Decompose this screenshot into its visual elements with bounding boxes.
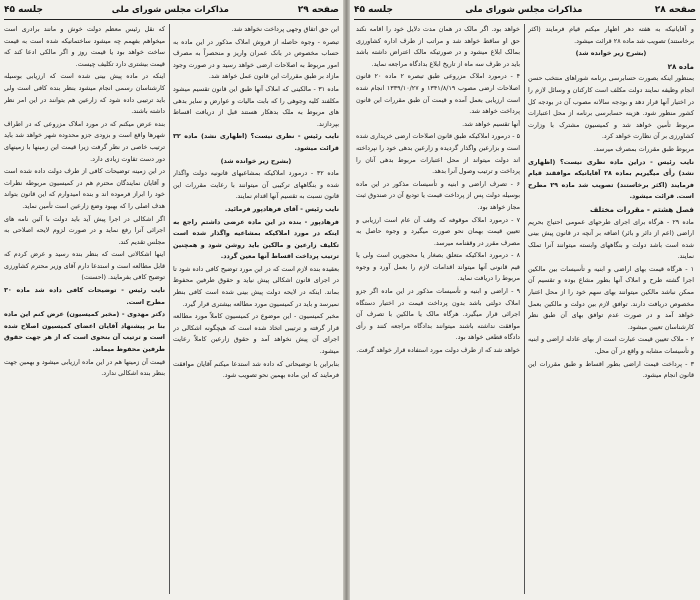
column-divider <box>169 24 170 594</box>
speaker-line: نایب رئیس - توضیحات کافی داده شد ماده ۳۰ مطرح است. <box>4 286 165 306</box>
paragraph: ۸ - درمورد املاکیکه متعلق بصغار یا محجورین است ولی یا قیم قانونی آنها میتواند اقدامات لازم را بعمل آورد و وجوه مربوط را دریافت نماید. <box>356 251 520 283</box>
paragraph: که نقل رئیس معظم دولت خوش و مانند برادری است میخواهم بفهمم چه میشود ساختمانیکه شده است به قیمت ساخت خواهد بود یا قیمت روز و اگر مالکی ادعا کند که قیمت بیشتری دارد تکلیف چیست. <box>4 25 165 68</box>
page-number: صفحه ۲۹ <box>297 5 339 15</box>
paragraph: و آقایانیکه به هفته دهر اظهار میکنم قیام فرمایند (اکثر برخاستند) تصویب شد ماده ۲۸ قرائت میشود. <box>528 25 694 45</box>
paragraph: ۹ - اراضی و ابنیه و تأسیسات مذکور در این ماده اگر جزو املاک دولتی باشد بدون پرداخت قیمت در اختیار دستگاه اجرائی قرار میگیرد. هرگاه مالک یا مالکین با تصرف آن موافقت نداشته باشند میتوانند بدادگاه مراجعه کنند و رأی دادگاه قطعی خواهد بود. <box>356 287 520 342</box>
paragraph: ماده ۲۹ - هرگاه برای اجرای طرحهای عمومی احتیاج بحریم اراضی (اعم از دائر و بائر) اضافه بر آنچه در قانون پیش بینی شده است باشد دولت و بنگاههای وابسته میتوانند آنرا تملک نمایند. <box>528 217 694 261</box>
paragraph: خواهد شد که از طرف دولت مورد استفاده قرار خواهد گرفت. <box>356 346 520 355</box>
paragraph: بنابراین با توضیحاتی که داده شد استدعا میکنم آقایان موافقت فرمایند که این ماده بهمین نحو تصویب شود. <box>173 359 339 380</box>
section-heading: فصل هشتم - مقررات مختلف <box>589 204 694 214</box>
paragraph: آنها تقسیم خواهد شد. <box>462 119 520 128</box>
text-column-left <box>356 24 520 596</box>
paragraph: در این زمینه توضیحات کافی از طرف دولت داده شده است و آقایان نمایندگان محترم هم در کمیسیون مربوطه نظرات خود را ابراز فرموده اند و بنده امیدوارم که این قانون بتواند هدف اصلی را که بهبود وضع زارعین است تأمین نماید. <box>4 167 165 210</box>
paragraph: تبصره - وجوه حاصله از فروش املاک مذکور در این ماده به حساب مخصوص در بانک عمران واریز و منحصراً به مصرف امور مربوط به اصلاحات ارضی خواهد رسید و در صورت وجود مازاد بر طبق مقررات این قانون عمل خواهد شد. <box>173 37 339 81</box>
page-header <box>354 2 696 18</box>
section-heading: ماده ۲۸ <box>667 61 694 71</box>
paragraph: ۲ - ملاک تعیین قیمت عبارت است از بهای عادله اراضی و ابنیه و تأسیسات مشابه و واقع در آن محل. <box>528 335 694 356</box>
column-divider <box>524 24 525 594</box>
paragraph: ۳ - پرداخت قیمت اراضی بطور اقساط و طبق مقررات این قانون انجام میشود. <box>528 359 694 380</box>
reading-note: (بشرح زیر خوانده شد) <box>575 49 647 58</box>
speaker-line: دکتر مهدوی - (مخبر کمیسیون) عرض کنم این ماده بنا بر پیشنهاد آقایان اعضای کمیسیون اصلاح شده است و ترتیب آن بنحوی است که از هر جهت حقوق طرفین محفوظ میماند. <box>4 310 165 354</box>
page-header <box>4 2 339 18</box>
header-rule <box>354 19 696 20</box>
page-number: صفحه ۲۸ <box>654 5 696 15</box>
paragraph: ۵ - درمورد املاکیکه طبق قانون اصلاحات ارضی خریداری شده است و بزارعین واگذار گردیده و زارعین بدهی خود را نپرداخته اند دولت میتواند از محل اعتبارات مربوط بدهی آنان را پرداخت و ترتیب وصول آنرا بدهد. <box>356 132 520 176</box>
paragraph: اگر اشکالی در اجرا پیش آید باید دولت با آئین نامه های اجرائی آنرا رفع نماید و در صورت لزوم لایحه اصلاحی به مجلس تقدیم کند. <box>4 214 165 246</box>
paragraph: ۷ - درمورد املاک موقوفه که وقف آن عام است ارزیابی و تعیین قیمت بهمان نحو صورت میگیرد و وجوه حاصل به مصرف مقرر در وقفنامه میرسد. <box>356 215 520 247</box>
right-page <box>350 0 700 600</box>
page-title: مذاکرات مجلس شورای ملی <box>465 5 583 15</box>
book-gutter <box>343 0 350 600</box>
session-number: جلسه ۴۵ <box>354 5 393 15</box>
text-column-left <box>4 24 165 596</box>
paragraph: بنده عرض میکنم که در مورد املاک مزروعی که در اطراف شهرها واقع است و بزودی جزو محدوده شهر خواهد شد باید ترتیب خاصی در نظر گرفت زیرا قیمت این زمینها با زمینهای دور دست تفاوت زیادی دارد. <box>4 119 165 163</box>
paragraph: مربوط طبق مقررات بمصرف میرسد. <box>593 144 694 153</box>
paragraph: اینکه در ماده پیش بینی شده است که ارزیابی بوسیله کارشناسان رسمی انجام میشود بنظر بنده کافی است ولی باید ترتیبی داده شود که زارعین هم بتوانند در این امر نظر داشته باشند. <box>4 72 165 116</box>
text-column-right <box>173 24 339 596</box>
paragraph: ۱ - هرگاه قیمت بهای اراضی و ابنیه و تأسیسات بین مالکین اجرا گشته طرح و املاک آنها بطور مشاع بوده و تقسیم آن ممکن نباشد مالکین میتوانند بهای سهم خود را از محل اعتبار مخصوص دریافت دارند. توافق لازم بین دولت و مالکین بعمل خواهد آمد و در صورت عدم توافق بهای آن طبق نظر کارشناسان تعیین میشود. <box>528 264 694 331</box>
paragraph: ماده ۳۲ - درمورد املاکیکه بمشاعیهای قانونیه دولت واگذار شده و بنگاههای ترکیبی آن میتوانند با رعایت مقررات این قانون نسبت به تقسیم آنها اقدام نمایند. <box>173 169 339 201</box>
paragraph: خواهد بود. اگر مالک در همان مدت دلایل خود را اقامه نکند حق او ساقط خواهد شد و مراتب از طرف اداره کشاورزی بمالک ابلاغ میشود و در صورتیکه مالک اعتراض داشته باشد باید در ظرف سه ماه از تاریخ ابلاغ بدادگاه مراجعه نماید. <box>356 25 520 68</box>
speaker-line: نایب رئیس - نظری نیست؟ (اظهاری نشد) ماده ۳۲ قرائت میشود. <box>173 132 339 152</box>
paragraph: ماده ۳۱ - مالکینی که املاک آنها طبق این قانون تقسیم میشود مکلفند کلیه وجوهی را که بابت مالیات و عوارض و سایر بدهی های مربوط به ملک بدهکار هستند قبل از دریافت اقساط بپردازند. <box>173 84 339 128</box>
speaker-line: نایب رئیس - آقای فرهادپور فرمائید. <box>224 204 339 213</box>
left-page <box>0 0 343 600</box>
paragraph: ۶ - تصرف اراضی و ابنیه و تأسیسات مذکور در این ماده بوسیله دولت پس از پرداخت قیمت یا تودیع آن در صندوق ثبت مجاز خواهد بود. <box>356 179 520 211</box>
speaker-line: نایب رئیس - دراین ماده نظری نیست؟ (اظهاری نشد) رأی میگیریم بماده ۲۸ آقایانیکه موافقند قیام فرمایند (اکثر برخاستند) تصویب شد ماده ۲۹ مطرح است. قرائت میشود. <box>528 157 694 201</box>
paragraph: بمنظور اینکه بصورت حسابرسی برنامه شوراهای منتخب حسن انجام وظیفه نمایند دولت مکلف است کارکنان و وسائل لازم را در اختیار آنها قرار دهد و بودجه سالانه مصوب آن در بودجه کل کشور منظور شود. هزینه حسابرسی برنامه از محل اعتبارات مربوط تأمین خواهد شد و کمیسیون مشترک با وزارت کشاورزی بر آن نظارت خواهد کرد. <box>528 74 694 141</box>
paragraph: ۴ - درمورد املاک مزروعی طبق تبصره ۲ ماده ۲۰ قانون اصلاحات ارضی مصوب ۱۳۴۱/۸/۱۹ و ۱۳۳۹/۱۰/۲۷ انجام شده است ارزیابی بعمل آمده و قیمت آن طبق مقررات این قانون پرداخت خواهد شد. <box>356 72 520 116</box>
paragraph: قیمت آن زمینها هم در این ماده ارزیابی میشود و بهمین جهت بنظر بنده اشکالی ندارد. <box>4 357 165 378</box>
page-title: مذاکرات مجلس شورای ملی <box>111 5 229 15</box>
reading-note: (بشرح زیر خوانده شد) <box>220 156 292 165</box>
paragraph: مخبر کمیسیون - این موضوع در کمیسیون کاملاً مورد مطالعه قرار گرفته و ترتیبی اتخاذ شده است که هیچگونه اشکالی در اجرای آن پیش نخواهد آمد و حقوق زارعین کاملاً رعایت میشود. <box>173 312 339 356</box>
paragraph: این حق اتفاق وجهی پرداخت نخواهد شد. <box>231 25 339 33</box>
session-number: جلسه ۴۵ <box>4 5 43 15</box>
header-rule <box>4 19 339 20</box>
text-column-right <box>528 24 694 596</box>
paragraph: اینها اشکالاتی است که بنظر بنده رسید و عرض کردم که قابل مطالعه است و استدعا دارم آقای وزیر محترم کشاورزی توضیح کافی بفرمایند. (احسنت) <box>4 250 165 282</box>
paragraph: بعقیده بنده لازم است که در این مورد توضیح کافی داده شود تا در اجرای قانون اشکالی پیش نیاید و حقوق طرفین محفوظ بماند. اینکه در لایحه دولت پیش بینی شده است کافی بنظر نمیرسد و باید در کمیسیون مورد مطالعه بیشتری قرار گیرد. <box>173 264 339 308</box>
speaker-line: فرهادپور - بنده در این ماده عرضی داشتم راجع به اینکه در مورد املاکیکه بمشاعیه واگذار شده است تکلیف زارعین و مالکین باید روشن شود و همچنین ترتیب پرداخت اقساط آنها معین گردد. <box>173 217 339 261</box>
